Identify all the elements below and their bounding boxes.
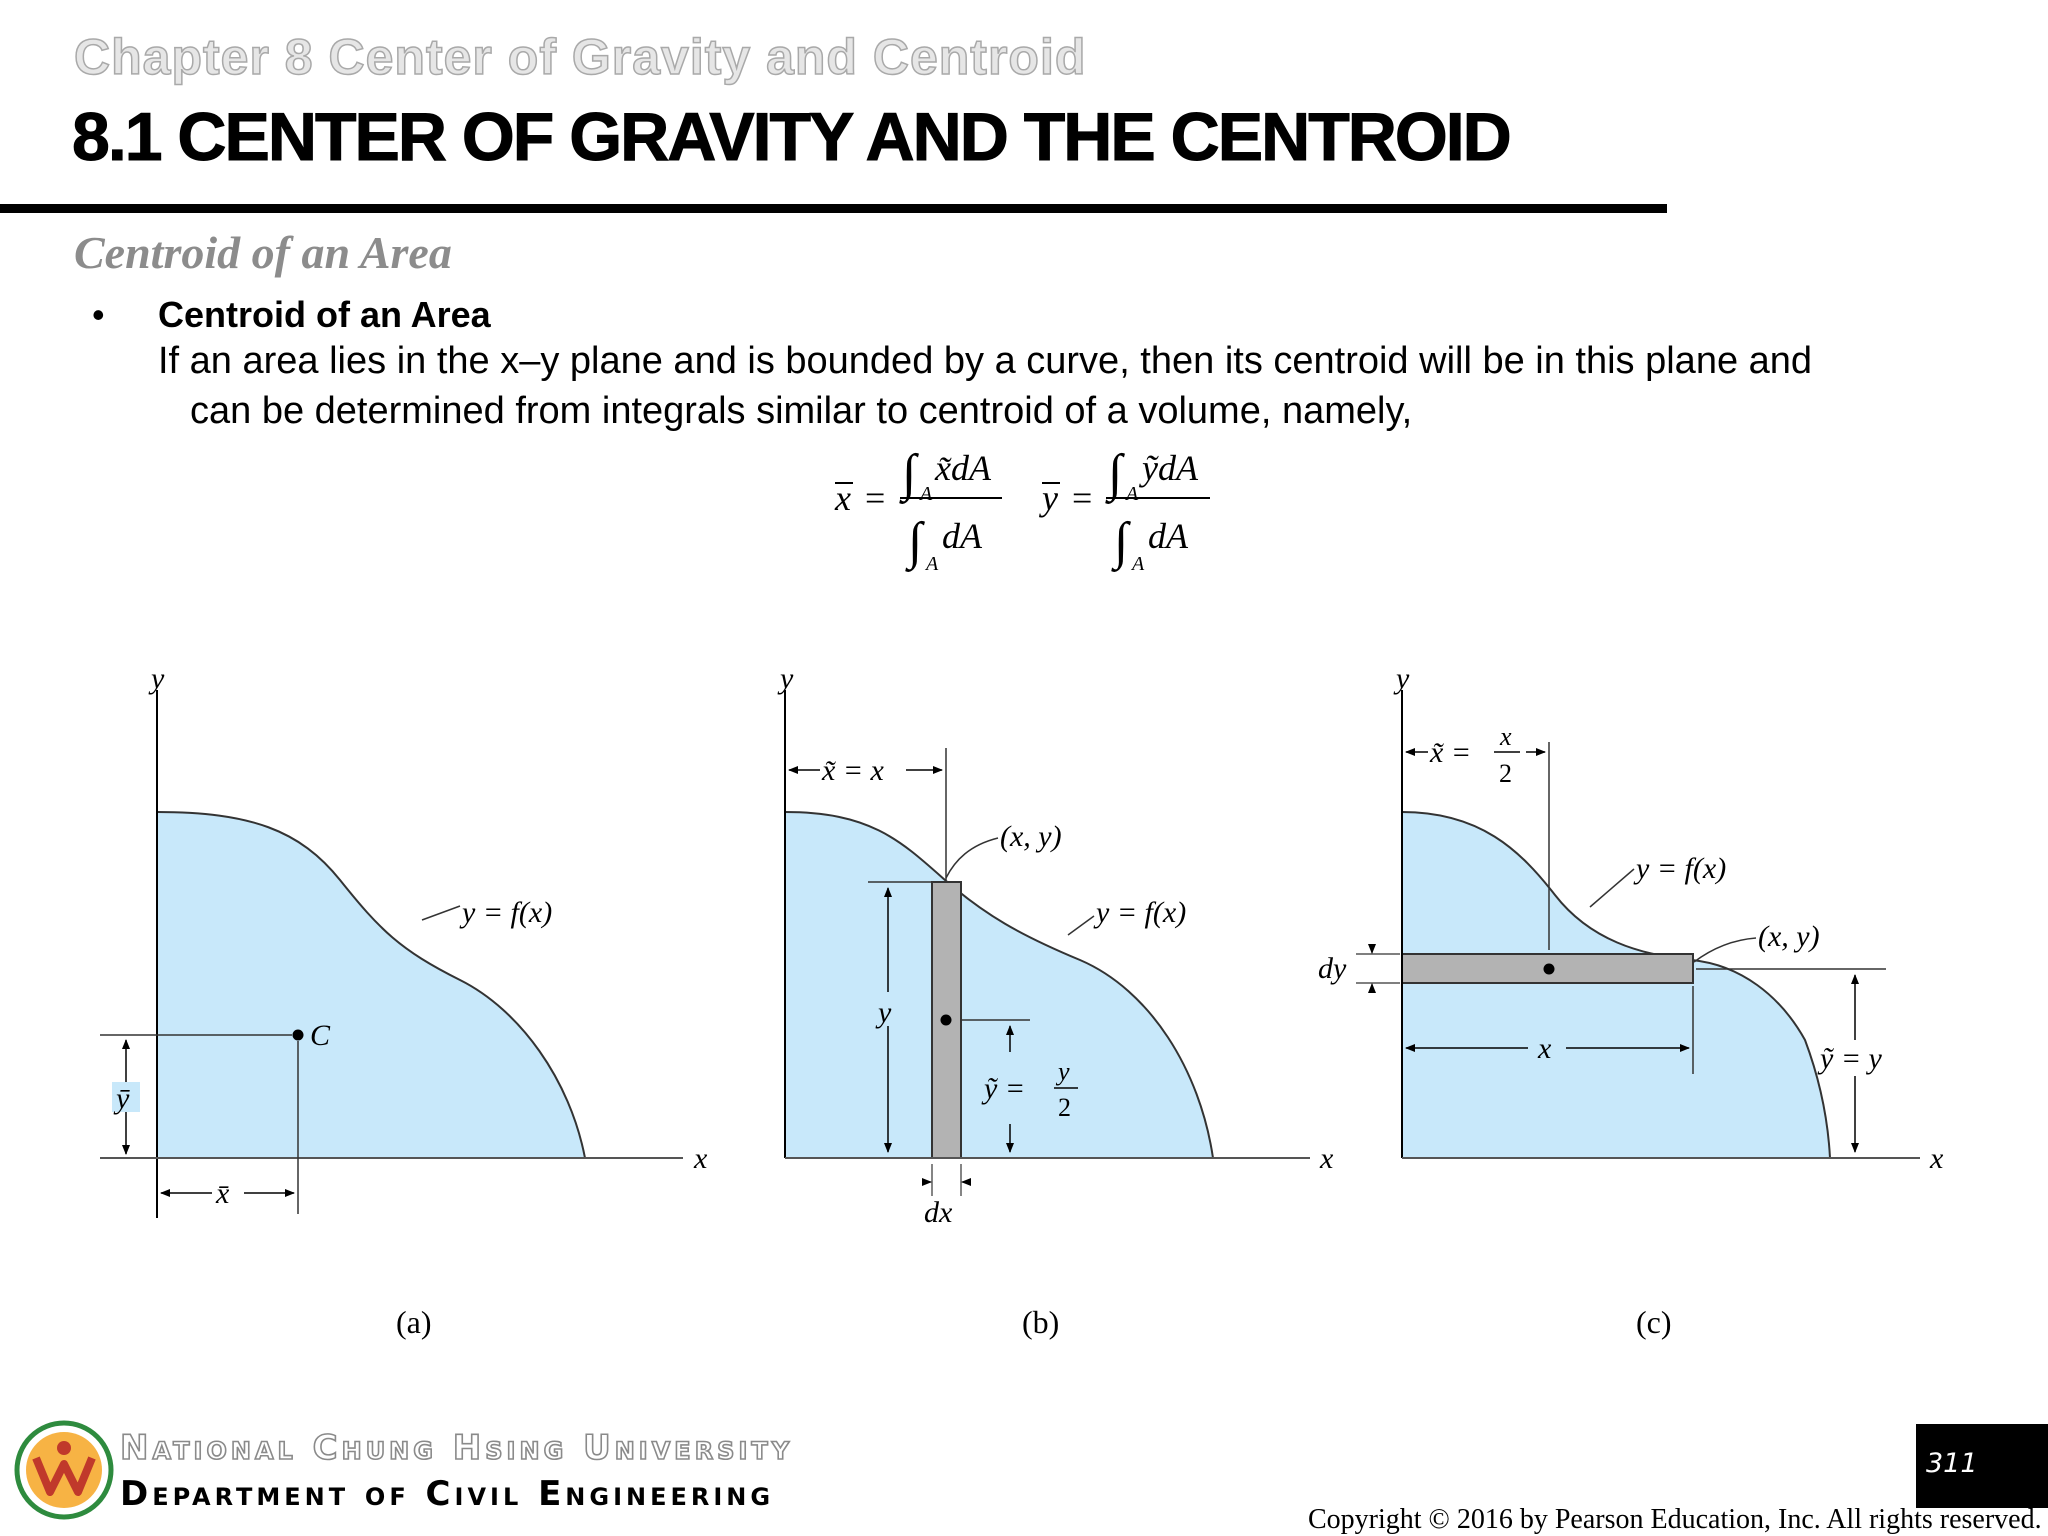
- caption-b: (b): [1022, 1304, 1060, 1340]
- y-axis-label-c: y: [1396, 662, 1410, 695]
- x-axis-label-a: x: [694, 1142, 708, 1175]
- university-name: National Chung Hsing University: [120, 1428, 794, 1468]
- integral-subscript: A: [1132, 553, 1145, 575]
- y-axis-label-b: y: [780, 662, 794, 695]
- chapter-title: Chapter 8 Center of Gravity and Centroid: [74, 29, 1087, 85]
- caption-c: (c): [1636, 1304, 1672, 1340]
- xtilde-label-b: x̃ = x: [822, 754, 884, 787]
- body-text-line-1: If an area lies in the x–y plane and is bounded by a curve, then its centroid will be in this plane and: [158, 340, 1813, 382]
- x-denominator: dA: [942, 516, 982, 556]
- figure-c: [1318, 662, 1944, 1340]
- copyright-notice: Copyright © 2016 by Pearson Education, Inc. All rights reserved.: [1308, 1504, 2042, 1535]
- dy-label-c: dy: [1318, 952, 1347, 985]
- x-axis-label-c: x: [1930, 1142, 1944, 1175]
- area-region-a: [157, 812, 585, 1158]
- equals-sign: =: [1072, 478, 1093, 518]
- curve-label-b: y = f(x): [1096, 896, 1187, 929]
- centroid-label: C: [310, 1019, 331, 1052]
- caption-a: (a): [396, 1304, 432, 1340]
- x-axis-label-b: x: [1320, 1142, 1334, 1175]
- curve-label-a: y = f(x): [462, 896, 553, 929]
- centroid-figures: [0, 650, 2048, 1350]
- ytilde-num-b: y: [1058, 1057, 1070, 1086]
- centroid-point: [293, 1030, 304, 1041]
- integral-sign: ∫: [902, 445, 917, 502]
- department-name: Department of Civil Engineering: [120, 1474, 775, 1514]
- integral-subscript: A: [1126, 483, 1139, 505]
- y-axis-label-a: y: [151, 662, 165, 695]
- xtilde-num-c: x: [1500, 722, 1512, 751]
- centroid-formulas: [820, 436, 1240, 586]
- strip-centroid-b: [941, 1015, 952, 1026]
- x-numerator: x̃dA: [935, 448, 991, 488]
- title-divider: [0, 204, 1667, 213]
- page-number: 311: [1926, 1448, 1978, 1479]
- xtilde-den-c: 2: [1499, 759, 1512, 788]
- bullet-marker: •: [92, 294, 105, 335]
- bullet-heading: Centroid of an Area: [158, 294, 491, 335]
- equals-sign: =: [865, 478, 886, 518]
- figure-a: [100, 662, 708, 1340]
- y-numerator: ỹdA: [1142, 448, 1198, 488]
- ybar-symbol: y: [1042, 478, 1058, 518]
- integral-subscript: A: [920, 483, 933, 505]
- ytilde-label-c: ỹ = y: [1820, 1042, 1882, 1075]
- ytilde-label-b: ỹ =: [984, 1072, 1026, 1105]
- area-region-c: [1402, 812, 1830, 1158]
- integral-sign: ∫: [908, 513, 923, 570]
- integral-sign: ∫: [1108, 445, 1123, 502]
- point-label-b: (x, y): [1000, 820, 1062, 853]
- ybar-label-a: ȳ: [116, 1082, 130, 1115]
- figure-b: [777, 662, 1334, 1340]
- x-dim-label-c: x: [1538, 1032, 1552, 1065]
- ytilde-den-b: 2: [1058, 1093, 1071, 1122]
- y-denominator: dA: [1148, 516, 1188, 556]
- section-title: 8.1 CENTER OF GRAVITY AND THE CENTROID: [72, 99, 1510, 175]
- integral-sign: ∫: [1114, 513, 1129, 570]
- slide-subtitle: Centroid of an Area: [74, 227, 452, 278]
- curve-label-c: y = f(x): [1636, 852, 1727, 885]
- point-label-c: (x, y): [1758, 920, 1820, 953]
- integral-subscript: A: [926, 553, 939, 575]
- xtilde-label-c: x̃ =: [1430, 736, 1472, 769]
- university-logo: [14, 1420, 114, 1520]
- xbar-symbol: x: [835, 478, 851, 518]
- dx-label-b: dx: [924, 1196, 953, 1229]
- body-text-line-2: can be determined from integrals similar to centroid of a volume, namely,: [190, 390, 1413, 432]
- strip-centroid-c: [1544, 964, 1555, 975]
- y-dim-label-b: y: [878, 996, 892, 1029]
- xbar-label-a: x̄: [216, 1177, 230, 1210]
